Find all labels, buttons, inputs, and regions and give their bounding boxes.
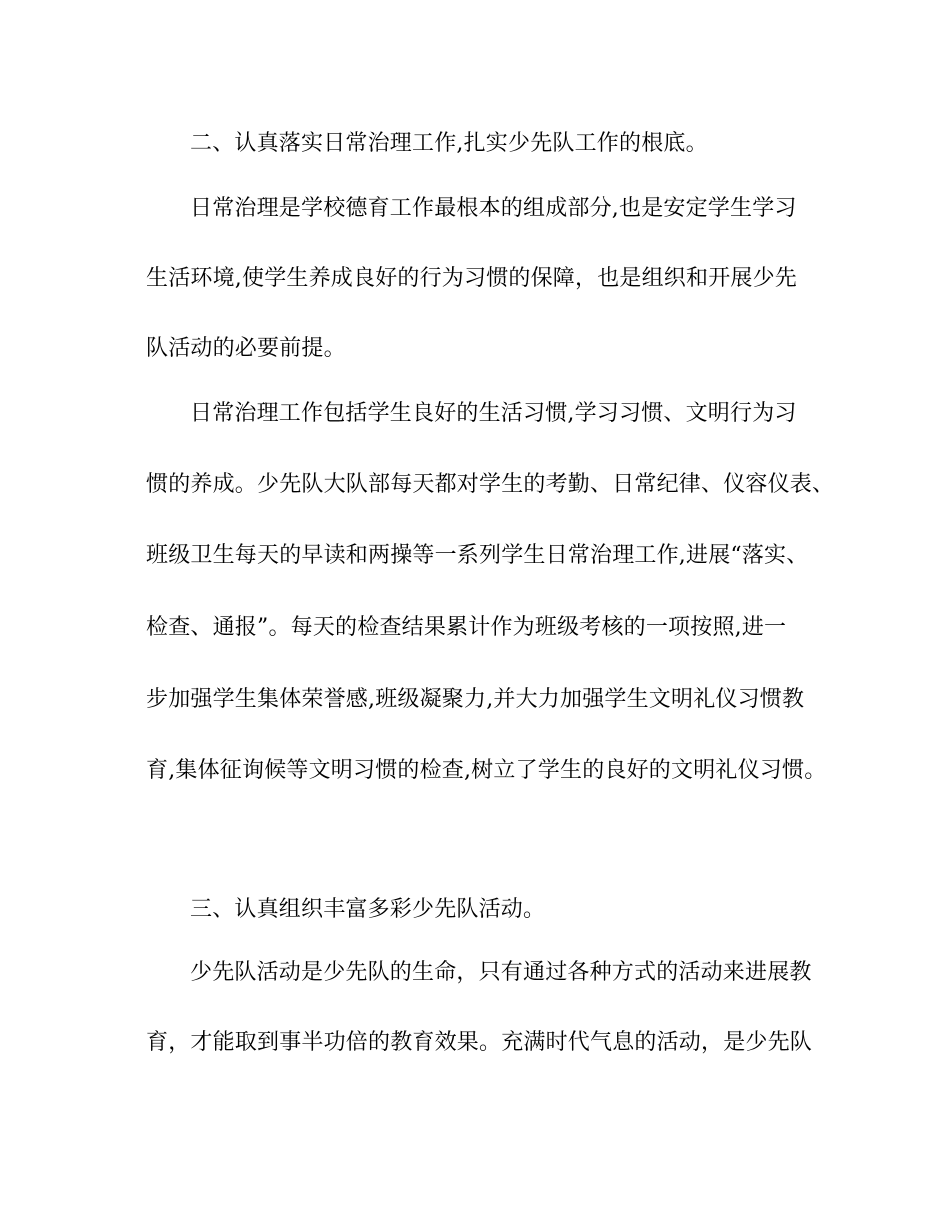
section-heading-3: 三、认真组织丰富多彩少先队活动。 — [190, 897, 546, 922]
paragraph-line: 检查、通报”。每天的检查结果累计作为班级考核的一项按照,进一 — [146, 615, 787, 640]
paragraph-line: 育,集体征询候等文明习惯的检查,树立了学生的良好的文明礼仪习惯。 — [146, 758, 827, 783]
paragraph-line: 惯的养成。少先队大队部每天都对学生的考勤、日常纪律、仪容仪表、 — [146, 472, 835, 497]
paragraph-line: 生活环境,使学生养成良好的行为习惯的保障，也是组织和开展少先 — [146, 266, 797, 291]
paragraph-line: 日常治理工作包括学生良好的生活习惯,学习习惯、文明行为习 — [190, 401, 797, 426]
paragraph-line: 步加强学生集体荣誉感,班级凝聚力,并大力加强学生文明礼仪习惯教 — [146, 687, 805, 712]
paragraph-line: 少先队活动是少先队的生命，只有通过各种方式的活动来进展教 — [190, 960, 812, 985]
paragraph-line: 队活动的必要前提。 — [146, 336, 346, 361]
paragraph-line: 日常治理是学校德育工作最根本的组成部分,也是安定学生学习 — [190, 196, 797, 221]
paragraph-line: 育，才能取到事半功倍的教育效果。充满时代气息的活动，是少先队 — [146, 1030, 813, 1055]
paragraph-line: 班级卫生每天的早读和两操等一系列学生日常治理工作,进展“落实、 — [146, 543, 809, 568]
section-heading-2: 二、认真落实日常治理工作,扎实少先队工作的根底。 — [190, 131, 708, 156]
